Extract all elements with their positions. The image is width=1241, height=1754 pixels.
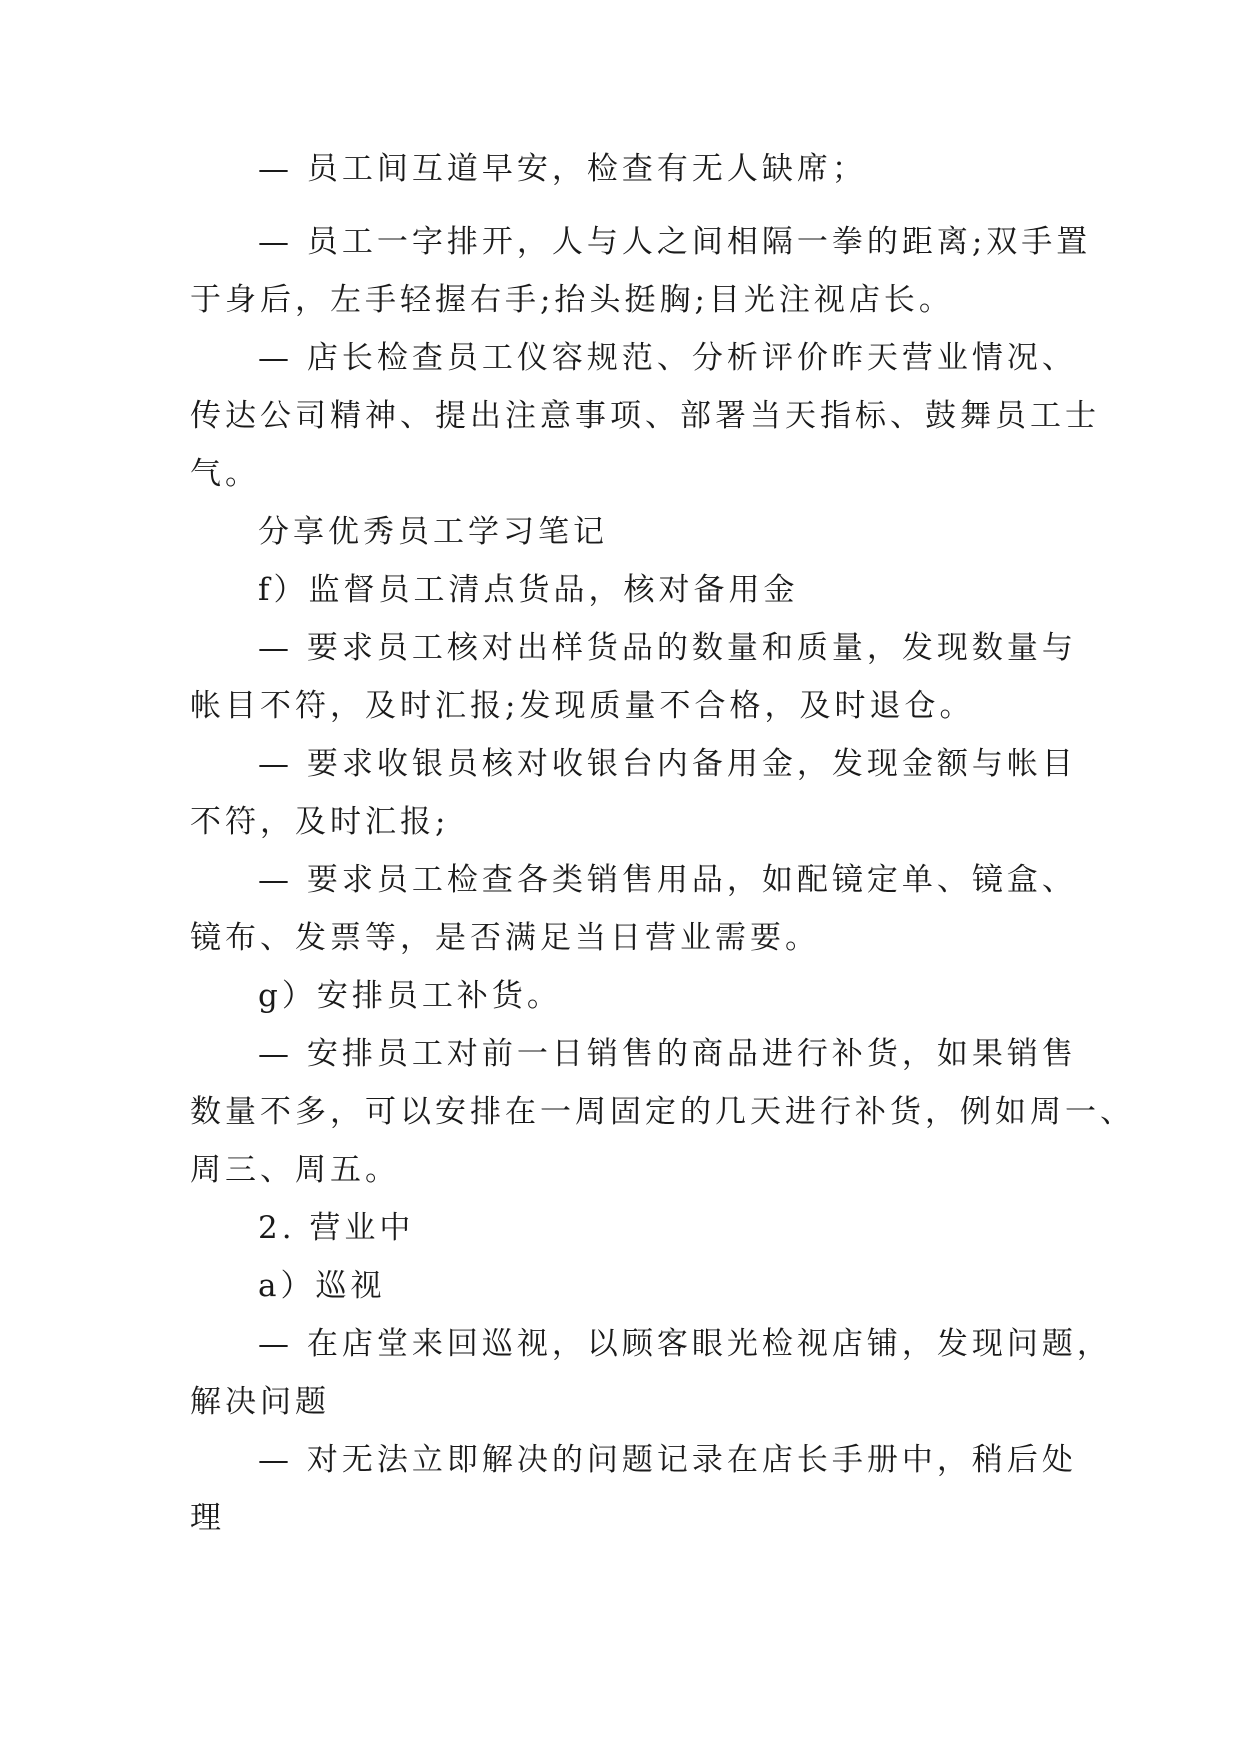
- text-line: — 员工间互道早安，检查有无人缺席；: [258, 151, 867, 187]
- text-line: 于身后，左手轻握右手;抬头挺胸;目光注视店长。: [190, 282, 954, 318]
- text-line: 数量不多，可以安排在一周固定的几天进行补货，例如周一、: [190, 1094, 1135, 1130]
- text-line: 气。: [190, 456, 260, 492]
- text-line: — 店长检查员工仪容规范、分析评价昨天营业情况、: [258, 340, 1077, 376]
- text-line: 分享优秀员工学习笔记: [258, 514, 608, 550]
- text-line: 不符，及时汇报;: [190, 804, 450, 840]
- text-line: — 在店堂来回巡视，以顾客眼光检视店铺，发现问题，: [258, 1326, 1112, 1362]
- text-line: g）安排员工补货。: [258, 978, 562, 1014]
- text-line: a）巡视: [258, 1268, 386, 1304]
- text-line: 2. 营业中: [258, 1210, 415, 1246]
- text-line: 传达公司精神、提出注意事项、部署当天指标、鼓舞员工士: [190, 398, 1100, 434]
- text-line: f）监督员工清点货品，核对备用金: [258, 572, 799, 608]
- text-line: — 对无法立即解决的问题记录在店长手册中，稍后处: [258, 1442, 1077, 1478]
- text-line: — 安排员工对前一日销售的商品进行补货，如果销售: [258, 1036, 1077, 1072]
- text-line: 镜布、发票等，是否满足当日营业需要。: [190, 920, 820, 956]
- text-line: 周三、周五。: [190, 1152, 400, 1188]
- text-line: — 要求员工检查各类销售用品，如配镜定单、镜盒、: [258, 862, 1077, 898]
- text-line: 理: [190, 1500, 225, 1536]
- text-line: — 要求员工核对出样货品的数量和质量，发现数量与: [258, 630, 1077, 666]
- text-line: — 要求收银员核对收银台内备用金，发现金额与帐目: [258, 746, 1077, 782]
- text-line: — 员工一字排开，人与人之间相隔一拳的距离;双手置: [258, 224, 1092, 260]
- text-line: 解决问题: [190, 1384, 330, 1420]
- text-line: 帐目不符，及时汇报;发现质量不合格，及时退仓。: [190, 688, 975, 724]
